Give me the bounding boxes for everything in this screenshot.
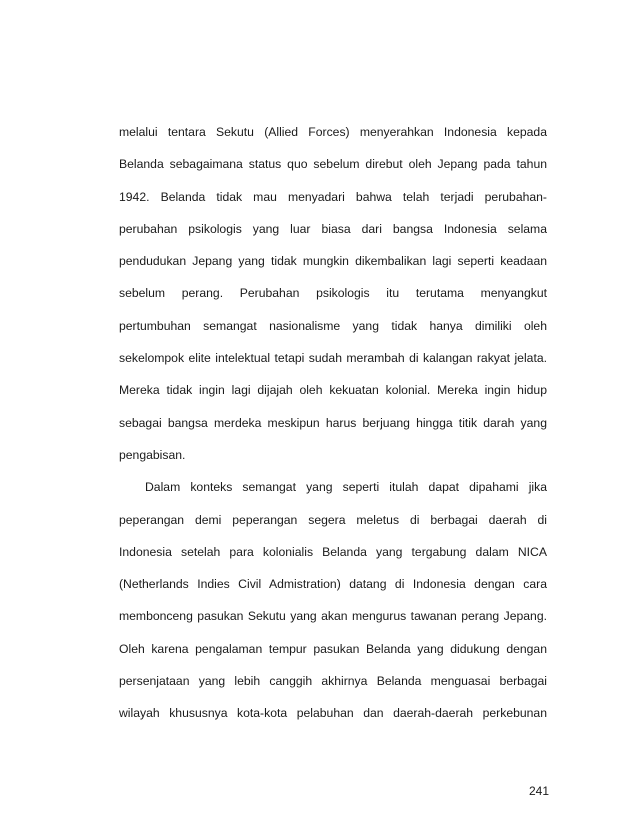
- text-line: sebelum perang. Perubahan psikologis itu terutama menyangkut: [119, 286, 547, 301]
- text-line: Belanda sebagaimana status quo sebelum direbut oleh Jepang pada tahun: [119, 157, 547, 172]
- text-line: 1942. Belanda tidak mau menyadari bahwa telah terjadi perubahan-: [119, 189, 547, 204]
- text-line: pertumbuhan semangat nasionalisme yang tidak hanya dimiliki oleh: [119, 318, 547, 333]
- text-line: (Netherlands Indies Civil Admistration) datang di Indonesia dengan cara: [119, 577, 547, 592]
- text-line: wilayah khususnya kota-kota pelabuhan dan daerah-daerah perkebunan: [119, 706, 547, 721]
- body-text: [119, 122, 547, 736]
- text-line: persenjataan yang lebih canggih akhirnya Belanda menguasai berbagai: [119, 674, 547, 689]
- page-number: 241: [528, 784, 549, 798]
- text-line: Indonesia setelah para kolonialis Belanda yang tergabung dalam NICA: [119, 544, 547, 559]
- text-line: Oleh karena pengalaman tempur pasukan Belanda yang didukung dengan: [119, 641, 547, 656]
- text-line: pengabisan.: [119, 447, 186, 462]
- text-line: peperangan demi peperangan segera meletus di berbagai daerah di: [119, 512, 547, 527]
- text-line: sekelompok elite intelektual tetapi sudah merambah di kalangan rakyat jelata.: [119, 351, 547, 366]
- text-line: membonceng pasukan Sekutu yang akan mengurus tawanan perang Jepang.: [119, 609, 547, 624]
- text-line: Mereka tidak ingin lagi dijajah oleh kekuatan kolonial. Mereka ingin hidup: [119, 383, 547, 398]
- text-line: Dalam konteks semangat yang seperti itulah dapat dipahami jika: [145, 480, 547, 495]
- text-line: perubahan psikologis yang luar biasa dari bangsa Indonesia selama: [119, 221, 547, 236]
- text-line: sebagai bangsa merdeka meskipun harus berjuang hingga titik darah yang: [119, 415, 547, 430]
- text-line: pendudukan Jepang yang tidak mungkin dikembalikan lagi seperti keadaan: [119, 254, 547, 269]
- text-line: melalui tentara Sekutu (Allied Forces) menyerahkan Indonesia kepada: [119, 125, 547, 139]
